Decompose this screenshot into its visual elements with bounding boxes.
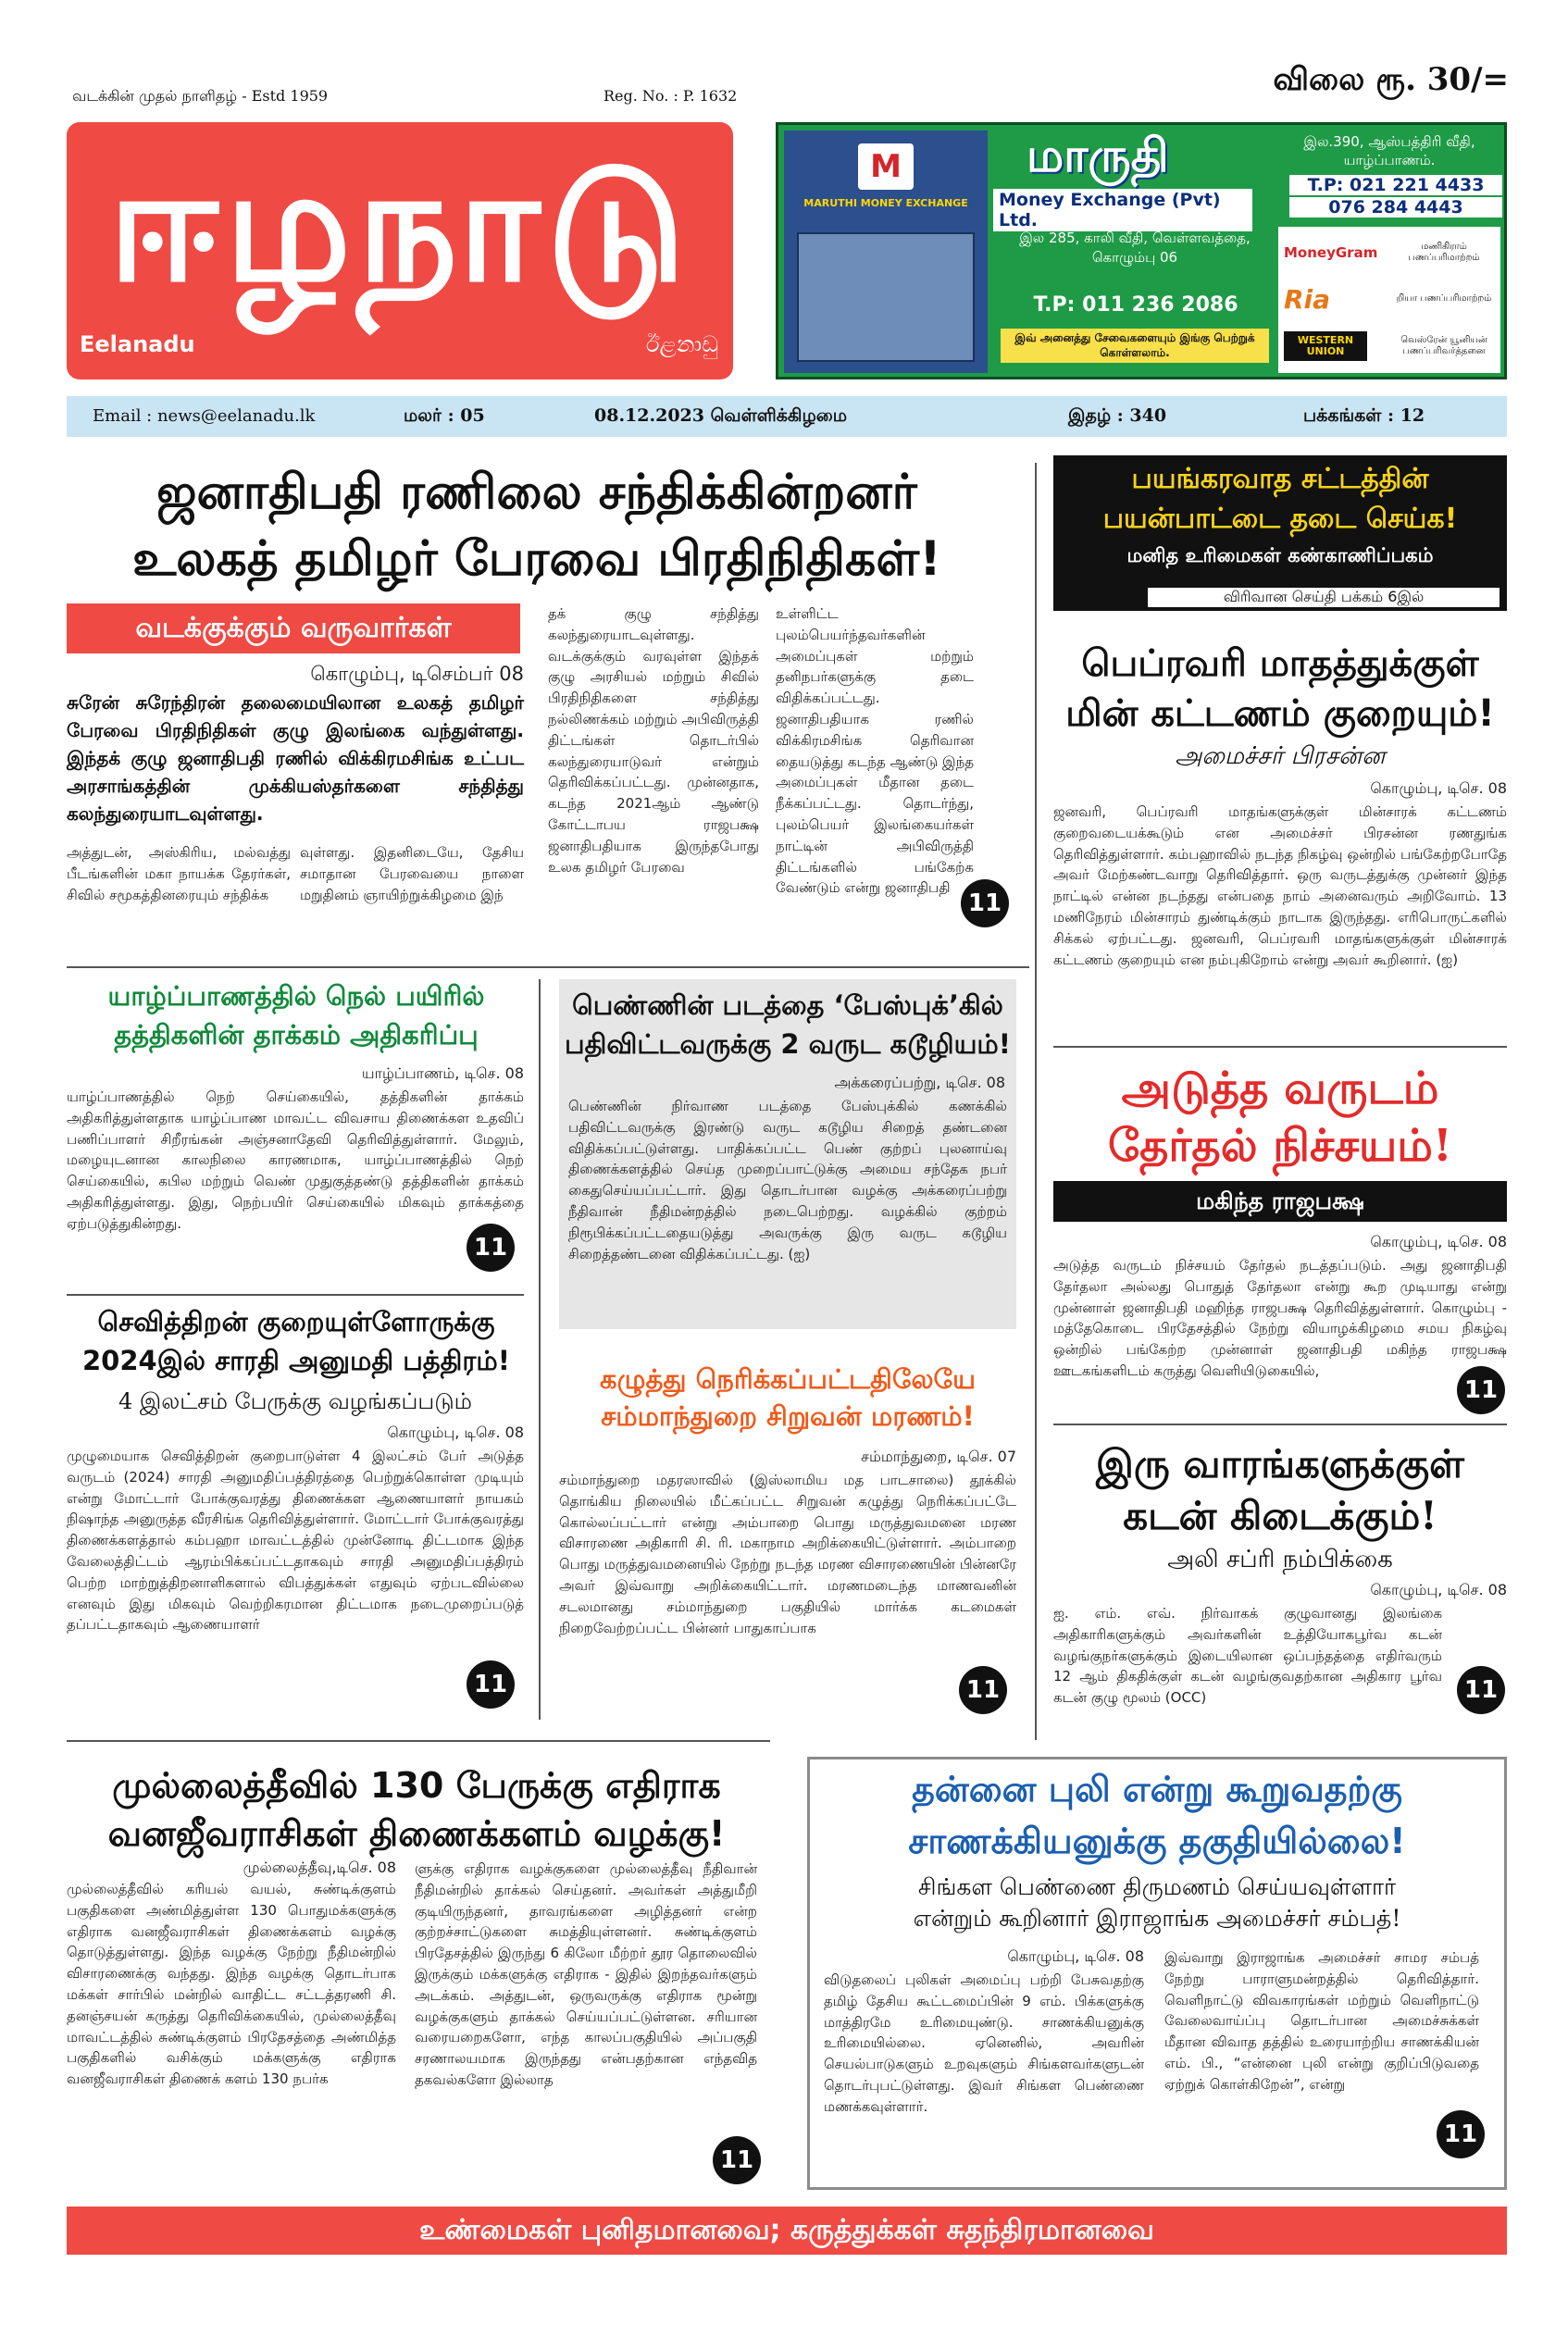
lead-col-1: அத்துடன், அஸ்கிரிய, மல்வத்து பீடங்களின் மகா நாயக்க தேரர்கள், சிவில் சமூகத்தினரையும் சந்திக்க xyxy=(67,844,291,903)
ad-phone-2: T.P: 011 236 2086 xyxy=(1033,293,1238,317)
mullai-continued-badge[interactable]: 11 xyxy=(713,2136,761,2184)
lead-col-3: தக் குழு சந்தித்து கலந்துரையாடவுள்ளது. வடக்குக்கும் வரவுள்ள இந்தக் குழு அரசியல் மற்றும் சிவில் பிரதிநிதிகளை சந்தித்து நல்லிணக்கம் மற்றும் அபிவிருத்தி திட்டங்கள் தொடர்பில் கலந்துரையாடுவர் என்றும் தெரிவிக்கப்பட்டது. முன்னதாக, கடந்த 2021ஆம் ஆண்டு கோட்டாபய ராஜபக்ஷ ஜனாதிபதியாக இருந்தபோது உலக தமிழர் பேரவை xyxy=(548,605,759,876)
hearing-headline-2[interactable]: 2024இல் சாரதி அனுமதி பத்திரம்! xyxy=(82,1345,510,1376)
reg-number: Reg. No. : P. 1632 xyxy=(604,87,738,105)
paddy-headline-2[interactable]: தத்திகளின் தாக்கம் அதிகரிப்பு xyxy=(114,1019,479,1051)
loan-continued-badge[interactable]: 11 xyxy=(1457,1666,1505,1714)
terror-line-1: பயங்கரவாத சட்டத்தின் xyxy=(1131,463,1429,495)
paddy-headline-1[interactable]: யாழ்ப்பாணத்தில் நெல் பயிரில் xyxy=(107,980,485,1012)
election-headline-2[interactable]: தேர்தல் நிச்சயம்! xyxy=(1108,1120,1452,1172)
election-subhead: மகிந்த ராஜபக்ஷ xyxy=(1053,1181,1507,1222)
election-body: அடுத்த வருடம் நிச்சயம் தேர்தல் நடத்தப்படும். அது ஜனாதிபதி தேர்தலா அல்லது பொதுத் தேர்தலா என்று கூற முடியாது என்று முன்னாள் ஜனாதிபதி மஹிந்த ராஜபக்ஷ தெரிவித்துள்ளார். கொழும்பு - மத்தேகொடை பிரதேசத்தில் நேற்று வியாழக்கிழமை சமய நிகழ்வு ஒன்றில் பங்கேற்ற முன்னாள் ஜனாதிபதி மகிந்த ராஜபக்ஷ ஊடகங்களிடம் கருத்து வெளியிடுகையில், xyxy=(1053,1257,1507,1379)
hearing-subhead: 4 இலட்சம் பேருக்கு வழங்கப்படும் xyxy=(118,1388,472,1414)
paddy-dateline: யாழ்ப்பாணம், டிசெ. 08 xyxy=(361,1064,524,1082)
neck-headline-1[interactable]: கழுத்து நெரிக்கப்பட்டதிலேயே xyxy=(599,1363,976,1395)
western-union-label: வெஸ்ரேன் யூனியன் பணப்பரிவர்த்தனை xyxy=(1400,335,1487,356)
divider-under-election xyxy=(1053,1424,1507,1425)
info-issue-no: இதழ் : 340 xyxy=(1068,405,1167,426)
mullai-headline-2[interactable]: வனஜீவராசிகள் திணைக்களம் வழக்கு! xyxy=(107,1813,726,1854)
moneygram-logo: MoneyGram xyxy=(1284,244,1378,261)
neck-continued-badge[interactable]: 11 xyxy=(959,1666,1007,1714)
facebook-body: பெண்ணின் நிர்வாண படத்தை பேஸ்புக்கில் கணக்கில் பதிவிட்டவருக்கு இரண்டு வருட கடூழிய சிறைத் தண்டனை விதிக்கப்பட்டுள்ளது. பாதிக்கப்பட்ட பெண் குற்றப் புலனாய்வு திணைக்களத்தில் செய்த முறைப்பாட்டுக்கு அமைய சந்தேக நபர் கைதுசெய்யப்பட்டார். இது தொடர்பான வழக்கு அக்கரைப்பற்று நீதிவான் நீதிமன்றத்தில் நடைபெற்றது. வழக்கில் குற்றம் நிரூபிக்கப்பட்டதையடுத்து அவருக்கு இரு வருட கடூழிய சிறைத்தண்டனை விதிக்கப்பட்டது. (ஐ) xyxy=(568,1098,1007,1262)
paddy-body: யாழ்ப்பாணத்தில் நெற் செய்கையில், தத்திகளின் தாக்கம் அதிகரித்துள்ளதாக யாழ்ப்பாண மாவட்ட விவசாய திணைக்கள உதவிப் பணிப்பாளர் சிறீரங்கன் அஞ்சனாதேவி தெரிவித்துள்ளார். மேலும், மழையுடனான காலநிலை காரணமாக, யாழ்ப்பாணத்தில் நெற் செய்கையில், கபில மற்றும் வெண் முதுகுத்தண்டு தத்திகளின் தாக்கம் அதிகரித்துள்ளது. இது, நெற்பயிர் செய்கையில் மிகவும் தாக்கத்தை ஏற்படுத்துகின்றது. xyxy=(67,1088,524,1232)
logo-sinhala: ඊළනාඩු xyxy=(645,331,718,357)
facebook-dateline: அக்கரைப்பற்று, டிசெ. 08 xyxy=(834,1074,1005,1091)
neck-dateline: சம்மாந்துறை, டிசெ. 07 xyxy=(861,1448,1016,1465)
power-dateline: கொழும்பு, டிசெ. 08 xyxy=(1370,779,1507,797)
ad-shop-window xyxy=(797,232,975,362)
logo-english: Eelanadu xyxy=(80,331,195,357)
tiger-subhead-1: சிங்கள பெண்ணை திருமணம் செய்யவுள்ளார் xyxy=(917,1873,1397,1900)
ria-label: றியா பணப்பரிமாற்றம் xyxy=(1396,293,1492,304)
election-headline-1[interactable]: அடுத்த வருடம் xyxy=(1121,1063,1439,1114)
info-bar xyxy=(67,396,1507,437)
info-date: 08.12.2023 வெள்ளிக்கிழமை xyxy=(594,405,848,426)
price: விலை ரூ. 30/= xyxy=(1273,61,1509,98)
logo-text: ஈழநாடு xyxy=(107,134,692,317)
terror-line-3: மனித உரிமைகள் கண்காணிப்பகம் xyxy=(1126,544,1434,566)
lead-col-4: உள்ளிட்ட புலம்பெயர்ந்தவர்களின் அமைப்புகள் மற்றும் தனிநபர்களுக்கு தடை விதிக்கப்பட்டது. ஜனாதிபதியாக ரணில் விக்கிரமசிங்க தெரிவான தையடுத்து கடந்த ஆண்டு இந்த அமைப்புகள் மீதான தடை நீக்கப்பட்டது. தொடர்ந்து, புலம்பெயர் இலங்கையர்கள் நாட்டின் அபிவிருத்தி திட்டங்களில் பங்கேற்க வேண்டும் என்று ஜனாதிபதி xyxy=(776,605,974,897)
divider-under-paddy xyxy=(67,1294,524,1296)
power-headline-2[interactable]: மின் கட்டணம் குறையும்! xyxy=(1065,692,1495,735)
mullai-headline-1[interactable]: முல்லைத்தீவில் 130 பேருக்கு எதிராக xyxy=(112,1765,721,1806)
tiger-headline-1[interactable]: தன்னை புலி என்று கூறுவதற்கு xyxy=(912,1769,1402,1809)
hearing-continued-badge[interactable]: 11 xyxy=(467,1660,515,1709)
hearing-dateline: கொழும்பு, டிசெ. 08 xyxy=(387,1424,524,1441)
ad-address-1: இல.390, ஆஸ்பத்திரி வீதி, யாழ்ப்பாணம். xyxy=(1303,133,1475,169)
divider-under-power xyxy=(1053,1046,1507,1048)
loan-dateline: கொழும்பு, டிசெ. 08 xyxy=(1370,1581,1507,1598)
facebook-headline-2[interactable]: பதிவிட்டவருக்கு 2 வருட கடூழியம்! xyxy=(564,1028,1011,1060)
terror-line-2: பயன்பாட்டை தடை செய்க! xyxy=(1102,503,1458,535)
masthead-tagline: வடக்கின் முதல் நாளிதழ் - Estd 1959 xyxy=(72,87,329,105)
ad-shop-sign: MARUTHI MONEY EXCHANGE xyxy=(803,197,968,209)
tiger-headline-2[interactable]: சாணக்கியனுக்கு தகுதியில்லை! xyxy=(908,1821,1406,1861)
tiger-col-2: இவ்வாறு இராஜாங்க அமைச்சர் சாமர சம்பத் நேற்று பாராளுமன்றத்தில் தெரிவித்தார். வெளிநாட்டு விவகாரங்கள் மற்றும் வெளிநாட்டு வேலைவாய்ப்பு தொடர்பான அமைச்சுக்கள் மீதான விவாத தத்தில் உரையாற்றிய சாணக்கியன் எம். பி., “என்னை புலி என்று குறிப்பிடுவதை ஏற்றுக் கொள்கிறேன்”, என்று xyxy=(1164,1949,1479,2093)
neck-body: சம்மாந்துறை மதரஸாவில் (இஸ்லாமிய மத பாடசாலை) தூக்கில் தொங்கிய நிலையில் மீட்கப்பட்ட சிறுவன் கழுத்து நெரிக்கப்பட்டே கொல்லப்பட்டார் என்று அம்பாறை பொது மருத்துவமனை மரண விசாரணை அதிகாரி சி. ரி. மகாநாம அறிக்கையிட்டுள்ளார். அம்பாறை பொது மருத்துவமனையில் நேற்று நடந்த மரண விசாரணையின் பின்னரே அவர் இவ்வாறு அறிக்கையிட்டார். மரணமடைந்த மாணவனின் சடலமானது சம்மாந்துறை பகுதியில் மார்க்க கடமைகள் நிறைவேற்றப்பட்ட பின்னர் பாதுகாப்பாக xyxy=(559,1472,1016,1636)
tiger-col-1: விடுதலைப் புலிகள் அமைப்பு பற்றி பேசுவதற்கு தமிழ் தேசிய கூட்டமைப்பின் 9 எம். பிக்களுக்கு மாத்திரமே உரிமையுண்டு. சாணக்கியனுக்கு உரிமையில்லை. ஏனெனில், அவரின் செயல்பாடுகளும் உறவுகளும் சிங்களவர்களுடன் தொடர்புபட்டுள்ளது. இவர் சிங்கள பெண்ணை மணக்கவுள்ளார். xyxy=(824,1971,1144,2115)
ad-brand xyxy=(993,129,1252,230)
info-pages: பக்கங்கள் : 12 xyxy=(1303,405,1425,426)
lead-continued-badge[interactable]: 11 xyxy=(961,879,1009,927)
loan-body: ஐ. எம். எவ். நிர்வாகக் குழுவானது இலங்கை அதிகாரிகளுக்கும் அவர்களின் உத்தியோகபூர்வ கடன் வழங்குநர்களுக்கும் இடையிலான ஒப்பந்தத்தை எதிர்வரும் 12 ஆம் திகதிக்குள் கடன் வழங்குவதற்கான அதிகார பூர்வ கடன் குழு மூலம் (OCC) xyxy=(1053,1605,1442,1707)
loan-subhead: அலி சப்ரி நம்பிக்கை xyxy=(1167,1546,1393,1573)
ad-shop-logo-icon: M xyxy=(858,143,914,190)
lead-col-2: வுள்ளது. இதனிடையே, தேசிய சமாதான பேரவையை நாளை மறுதினம் ஞாயிற்றுக்கிழமை இந் xyxy=(300,844,524,903)
footer-motto: உண்மைகள் புனிதமானவை; கருத்துக்கள் சுதந்திரமானவை xyxy=(67,2207,1507,2255)
hearing-body: முழுமையாக செவித்திறன் குறைபாடுள்ள 4 இலட்சம் பேர் அடுத்த வருடம் (2024) சாரதி அனுமதிப்பத்திரத்தை பெற்றுக்கொள்ள முடியும் என்று மோட்டார் போக்குவரத்து திணைக்கள ஆணையாளர் நாயகம் நிஷாந்த அனுருத்த வீரசிங்க தெரிவித்துள்ளார். மோட்டார் போக்குவரத்து திணைக்களத்தால் கம்பஹா மாவட்டத்தில் முன்னோடி திட்டமாக இந்த வேலைத்திட்டம் ஆரம்பிக்கப்பட்டதாகவும் சாரதி அனுமதிப்பத்திரம் பெற்ற மாற்றுத்திறனாளிகளால் விபத்துக்கள் எதுவும் ஏற்படவில்லை எனவும் இது மிகவும் வெற்றிகரமான திட்டமாக நடைமுறைப்படுத் தப்பட்டதாகவும் ஆணையாளர் xyxy=(67,1448,524,1634)
ad-slogan: இவ் அனைத்து சேவைகளையும் இங்கு பெற்றுக் கொள்ளலாம். xyxy=(1001,329,1269,363)
info-email[interactable]: Email : news@eelanadu.lk xyxy=(93,406,316,426)
tiger-subhead-2: என்றும் கூறினார் இராஜாங்க அமைச்சர் சம்பத்! xyxy=(913,1905,1401,1932)
hearing-headline-1[interactable]: செவித்திறன் குறையுள்ளோருக்கு xyxy=(97,1306,495,1337)
lead-kicker: வடக்குக்கும் வருவார்கள் xyxy=(67,603,520,653)
mullai-dateline: முல்லைத்தீவு,டிசெ. 08 xyxy=(243,1859,396,1876)
ad-brand-english: Money Exchange (Pvt) Ltd. xyxy=(993,189,1252,231)
election-dateline: கொழும்பு, டிசெ. 08 xyxy=(1370,1233,1507,1250)
election-continued-badge[interactable]: 11 xyxy=(1457,1366,1505,1414)
ad-brand-tamil: மாருதி xyxy=(1027,129,1169,182)
terror-page-ref: விரிவான செய்தி பக்கம் 6இல் xyxy=(1148,588,1500,607)
divider-lead-right xyxy=(1035,463,1037,1740)
ad-phone-1: T.P: 021 221 4433 xyxy=(1289,175,1502,195)
ad-services xyxy=(1278,227,1500,373)
power-subhead: அமைச்சர் பிரசன்ன xyxy=(1175,742,1386,770)
moneygram-label: மணிகிராம் பணப்பரிமாற்றம் xyxy=(1408,242,1480,263)
info-issue-series: மலர் : 05 xyxy=(404,405,485,426)
paddy-continued-badge[interactable]: 11 xyxy=(467,1224,515,1272)
divider-lead-bottom xyxy=(67,966,1029,968)
loan-headline-1[interactable]: இரு வாரங்களுக்குள் xyxy=(1096,1441,1464,1486)
neck-headline-2[interactable]: சம்மாந்துறை சிறுவன் மரணம்! xyxy=(601,1400,975,1432)
ad-service-western-union xyxy=(1284,325,1495,367)
lead-headline-1[interactable]: ஜனாதிபதி ரணிலை சந்திக்கின்றனர் xyxy=(156,465,917,520)
facebook-headline-1[interactable]: பெண்ணின் படத்தை ‘பேஸ்புக்’கில் xyxy=(572,989,1003,1021)
divider-bottom-section xyxy=(67,1740,770,1742)
ad-service-moneygram xyxy=(1284,232,1495,273)
loan-headline-2[interactable]: கடன் கிடைக்கும்! xyxy=(1123,1493,1437,1538)
western-union-logo: WESTERN UNION xyxy=(1284,331,1367,361)
divider-col-1 xyxy=(539,979,541,1720)
ad-service-ria xyxy=(1284,279,1495,319)
ria-logo: Ria xyxy=(1284,283,1331,315)
power-headline-1[interactable]: பெப்ரவரி மாதத்துக்குள் xyxy=(1081,642,1479,685)
mullai-col-2: ளுக்கு எதிராக வழக்குகளை முல்லைத்தீவு நீதிவான் நீதிமன்றில் தாக்கல் செய்தனர். அவர்கள் அத்துமீறி குடியிருந்தனர், தாவரங்களை அழித்தனர் என்ற குற்றச்சாட்டுகளை சுமத்தியுள்ளனர். சுண்டிக்குளம் பிரதேசத்தில் இருந்து 6 கிலோ மீற்றர் தூர தொலைவில் இருக்கும் மக்களுக்கு எதிராக - இதில் இறந்தவர்களும் அடக்கம். அத்துடன், ஒருவருக்கு எதிராக மூன்று வழக்குகளும் தாக்கல் செய்யப்பட்டுள்ளன. சரியான வரையறைகளோ, எந்த காலப்பகுதியில் அப்பகுதி சரணாலயமாக இருந்தது என்பதற்கான எந்தவித தகவல்களோ இல்லாத xyxy=(415,1860,757,2088)
tiger-dateline: கொழும்பு, டிசெ. 08 xyxy=(1007,1947,1144,1965)
tiger-continued-badge[interactable]: 11 xyxy=(1437,2110,1485,2158)
terror-law-box[interactable] xyxy=(1053,455,1507,611)
ad-banner[interactable] xyxy=(776,122,1507,379)
lead-headline-2[interactable]: உலகத் தமிழர் பேரவை பிரதிநிதிகள்! xyxy=(132,531,941,587)
ad-shopfront xyxy=(784,131,988,373)
masthead-logo xyxy=(67,122,733,379)
mullai-col-1: முல்லைத்தீவில் கரியல் வயல், சுண்டிக்குளம் பகுதிகளை அண்மித்துள்ள 130 பொதுமக்களுக்கு எதிராக வனஜீவராசிகள் திணைக்களம் வழக்கு தொடுத்துள்ளது. இந்த வழக்கு நேற்று நீதிமன்றில் விசாரணைக்கு வந்தது. இந்த வழக்கு தொடர்பாக மக்கள் சார்பில் மன்றில் வாதிட்ட சட்டத்தரணி சி. தனஞ்சயன் கருத்து தெரிவிக்கையில், முல்லைத்தீவு மாவட்டத்தில் சுண்டிக்குளம் பிரதேசத்தை அண்மித்த பகுதிகளில் வசிக்கும் மக்களுக்கு எதிராக வனஜீவராசிகள் திணைக் களம் 130 நபர்க xyxy=(67,1881,396,2088)
ad-phone-1b: 076 284 4443 xyxy=(1289,197,1502,218)
ad-address-2: இல 285, காலி வீதி, வெள்ளவத்தை, கொழும்பு 06 xyxy=(1019,230,1251,266)
lead-dateline: கொழும்பு, டிசெம்பர் 08 xyxy=(310,663,524,685)
power-body: ஜனவரி, பெப்ரவரி மாதங்களுக்குள் மின்சாரக் கட்டணம் குறைவடையக்கூடும் என அமைச்சர் பிரசன்ன ரணதுங்க தெரிவித்துள்ளார். கம்பஹாவில் நடந்த நிகழ்வு ஒன்றில் பங்கேற்றபோதே அவர் மேற்கண்டவாறு தெரிவித்தார். ஒரு வருடத்துக்கு முன்னர் இந்த நாட்டில் என்ன நடந்தது என்பதை நாம் அனைவரும் அறிவோம். 13 மணிநேரம் மின்சாரம் துண்டிக்கும் நாடாக இருந்தது. எரிபொருட்களில் சிக்கல் ஏற்பட்டது. ஜனவரி, பெப்ரவரி மாதங்களுக்குள் மின்சாரக் கட்டணம் குறையும் என நம்புகிறோம் என்று அவர் கூறினார். (ஐ) xyxy=(1053,803,1507,968)
lead-intro: சுரேன் சுரேந்திரன் தலைமையிலான உலகத் தமிழர் பேரவை பிரதிநிதிகள் குழு இலங்கை வந்துள்ளது. இந்தக் குழு ஜனாதிபதி ரணில் விக்கிரமசிங்க உட்பட அரசாங்கத்தின் முக்கியஸ்தர்களை சந்தித்து கலந்துரையாடவுள்ளது. xyxy=(67,691,524,825)
